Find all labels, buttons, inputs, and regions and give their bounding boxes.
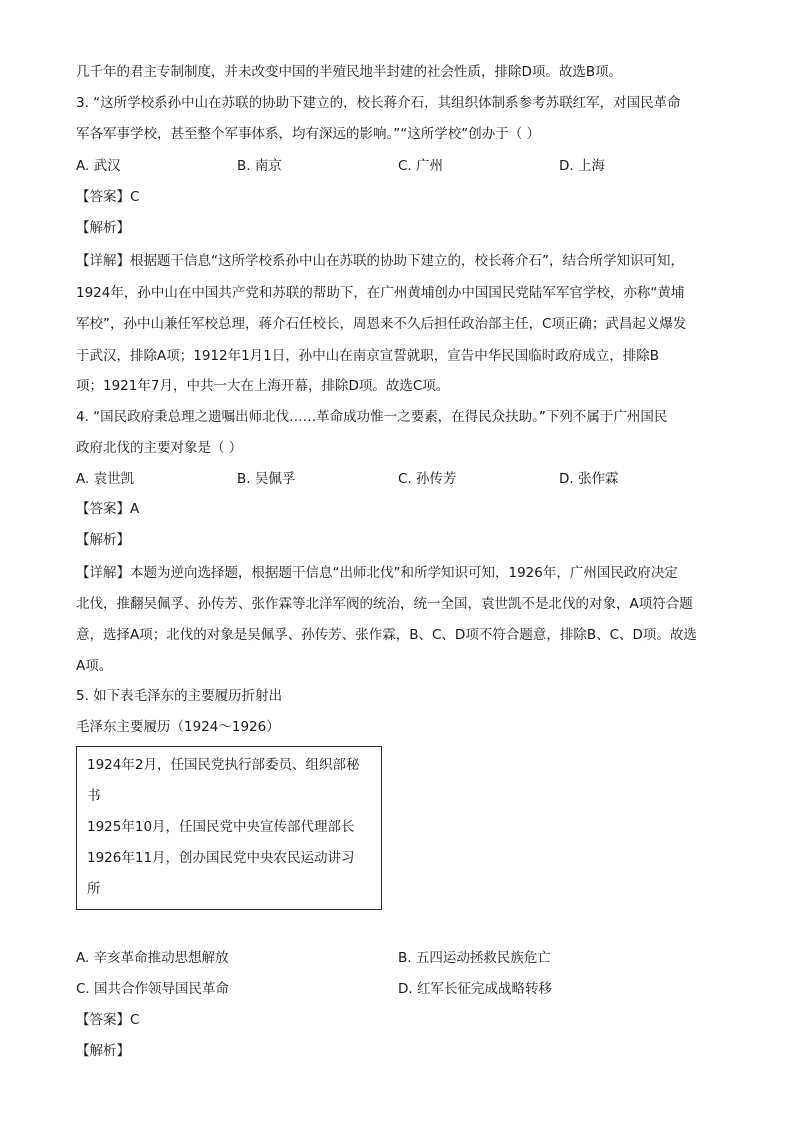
q5-option-a: A. 辛亥革命推动思想解放 [76, 950, 229, 966]
q3-detail-line-5: 项；1921年7月，中共一大在上海开幕，排除D项。故选C项。 [76, 378, 450, 394]
q4-detail-line-4: A项。 [76, 658, 113, 674]
q3-detail-line-1: 【详解】根据题干信息“这所学校系孙中山在苏联的协助下建立的，校长蒋介石”，结合所学知识可知， [76, 253, 684, 269]
q5-stem: 5. 如下表毛泽东的主要履历折射出 [76, 688, 283, 704]
q4-detail-line-2: 北伐，推翻吴佩孚、孙传芳、张作霖等北洋军阀的统治，统一全国，袁世凯不是北伐的对象，A项符合题 [76, 596, 693, 612]
q4-options [76, 469, 720, 489]
q5-analysis-label: 【解析】 [76, 1043, 130, 1059]
q4-detail-line-1: 【详解】本题为逆向选择题，根据题干信息“出师北伐”和所学知识可知，1926年，广州国民政府决定 [76, 565, 678, 581]
q4-option-c: C. 孙传芳 [398, 471, 457, 487]
q5-table-line-5: 所 [87, 881, 101, 897]
q4-stem-line-1: 4. “国民政府秉总理之遗嘱出师北伐……革命成功惟一之要素，在得民众扶助。”下列不属于广州国民 [76, 409, 668, 425]
q4-option-a: A. 袁世凯 [76, 471, 135, 487]
q5-answer: 【答案】C [76, 1012, 140, 1028]
q5-options-row-1 [76, 948, 720, 968]
q3-detail-line-3: 军校”，孙中山兼任军校总理，蒋介石任校长，周恩来不久后担任政治部主任，C项正确；武昌起义爆发 [76, 316, 687, 332]
q4-option-b: B. 吴佩孚 [237, 471, 296, 487]
q5-option-c: C. 国共合作领导国民革命 [76, 981, 230, 997]
q5-table-title: 毛泽东主要履历（1924～1926） [76, 719, 280, 735]
q3-stem-line-1: 3. “这所学校系孙中山在苏联的协助下建立的，校长蒋介石，其组织体制系参考苏联红军，对国民革命 [76, 95, 681, 111]
q3-option-d: D. 上海 [559, 158, 605, 174]
q3-option-a: A. 武汉 [76, 158, 121, 174]
previous-answer-tail: 几千年的君主专制制度，并未改变中国的半殖民地半封建的社会性质，排除D项。故选B项。 [76, 64, 623, 80]
q4-option-d: D. 张作霖 [559, 471, 619, 487]
q4-answer: 【答案】A [76, 501, 140, 517]
q5-resume-table [76, 746, 382, 910]
q3-option-b: B. 南京 [237, 158, 282, 174]
q5-table-line-1: 1924年2月，任国民党执行部委员、组织部秘 [87, 757, 360, 773]
q3-detail-line-2: 1924年，孙中山在中国共产党和苏联的帮助下，在广州黄埔创办中国国民党陆军军官学校，亦称“黄埔 [76, 285, 685, 301]
q3-option-c: C. 广州 [398, 158, 444, 174]
q4-detail-line-3: 意，选择A项；北伐的对象是吴佩孚、孙传芳、张作霖，B、C、D项不符合题意，排除B、C、D项。故选 [76, 627, 697, 643]
q5-table-line-3: 1925年10月，任国民党中央宣传部代理部长 [87, 819, 355, 835]
q5-table-line-2: 书 [87, 788, 101, 804]
q5-option-d: D. 红军长征完成战略转移 [398, 981, 552, 997]
q3-detail-line-4: 于武汉，排除A项；1912年1月1日，孙中山在南京宣誓就职，宣告中华民国临时政府成立，排除B [76, 348, 660, 364]
q3-analysis-label: 【解析】 [76, 220, 130, 236]
q3-answer: 【答案】C [76, 189, 140, 205]
q3-options [76, 156, 720, 176]
q5-table-line-4: 1926年11月，创办国民党中央农民运动讲习 [87, 850, 355, 866]
q3-stem-line-2: 军各军事学校，甚至整个军事体系，均有深远的影响。”“这所学校”创办于（ ） [76, 126, 541, 142]
q4-stem-line-2: 政府北伐的主要对象是（ ） [76, 440, 243, 456]
q4-analysis-label: 【解析】 [76, 532, 130, 548]
q5-options-row-2 [76, 979, 720, 999]
q5-option-b: B. 五四运动拯救民族危亡 [398, 950, 551, 966]
